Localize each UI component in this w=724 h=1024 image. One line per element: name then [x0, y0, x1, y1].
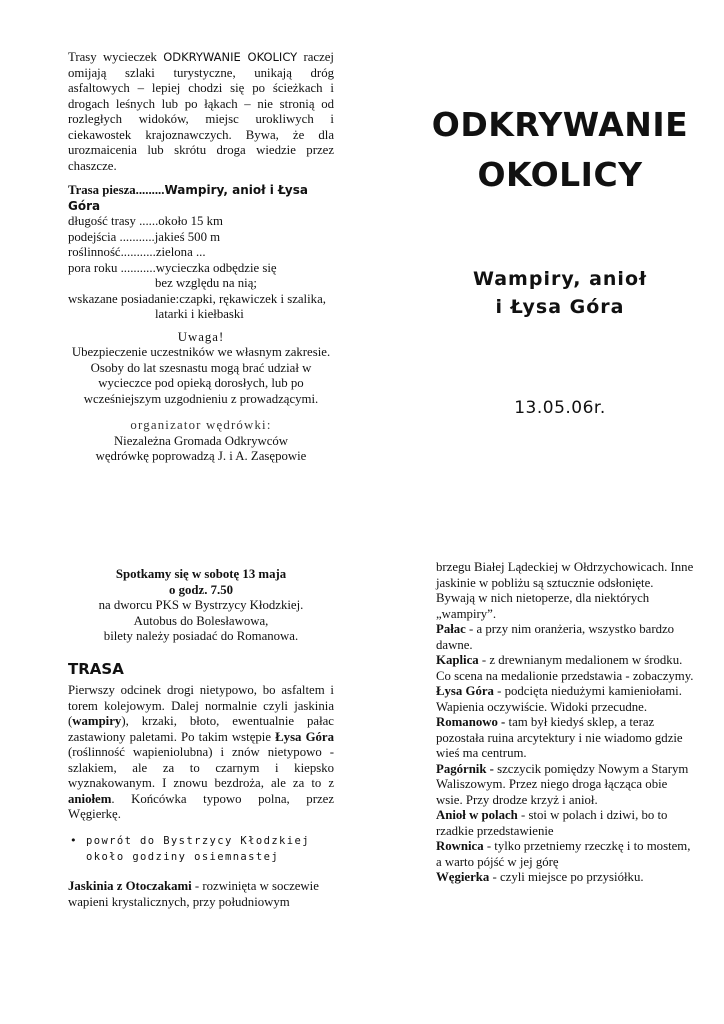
cover-title-line: OKOLICY — [477, 155, 643, 194]
intro-brand: ODKRYWANIE OKOLICY — [163, 50, 298, 64]
row-value: czapki, rękawiczek i szalika, — [179, 291, 326, 306]
row-key: pora roku ........... — [68, 260, 156, 275]
season-continuation: bez względu na nią; — [155, 276, 257, 290]
route-text-part: (roślinność wapieniolubna) i znów nietypowo - szlakiem, ale za to czarnym i kiepsko wyznakowanym. I znowu bezdroża, ale za to z — [68, 745, 334, 790]
cover-subtitle-line: i Łysa Góra — [495, 296, 625, 318]
cover-subtitle — [400, 265, 720, 321]
route-highlight: Łysa Góra — [275, 729, 334, 744]
row-value: jakieś 500 m — [154, 229, 221, 244]
place-name: Węgierka — [436, 870, 490, 884]
row-value: zielona ... — [155, 245, 206, 259]
place-name: Kaplica — [436, 653, 479, 667]
places-list — [436, 560, 694, 886]
route-length-row — [68, 214, 334, 230]
intro-text: Trasy wycieczek — [68, 50, 164, 64]
cave-name: Jaskinia z Otoczakami — [68, 879, 192, 893]
cave-description — [68, 879, 334, 910]
place-name: Anioł w polach — [436, 808, 518, 822]
place-item — [436, 622, 694, 653]
place-item — [436, 870, 694, 886]
place-desc: - czyli miejsce po przysiółku. — [489, 870, 644, 884]
place-desc: - z drewnianym medalionem w środku. Co scena na medalionie przedstawia - zobaczymy. — [436, 653, 694, 683]
row-value: około 15 km — [158, 214, 223, 228]
bullet-text: powrót do Bystrzycy Kłodzkiej — [86, 835, 310, 847]
row-value: wycieczka odbędzie się — [155, 260, 277, 275]
cave-text: - rozwinięta w soczewie wapieni krystalicznych, przy południowym — [68, 879, 319, 909]
route-name: Wampiry, anioł i Łysa Góra — [68, 183, 308, 213]
place-item — [436, 762, 694, 809]
place-name: Rownica — [436, 839, 484, 853]
info-panel — [68, 50, 334, 465]
place-item — [436, 653, 694, 684]
cave-continuation: brzegu Białej Lądeckiej w Ołdrzychowicach. Inne jaskinie w pobliżu są sztucznie odsłonięte. Bywają w nich nietoperze, dla niektórych „wampiry”. — [436, 560, 694, 621]
place-name: Pagórnik - — [436, 761, 494, 776]
route-text-part: . Końcówka typowo polna, przez Węgierkę. — [68, 791, 334, 821]
route-text-part: ), krzaki, błoto, ewentualnie pałac zastawiony paletami. Po takim wstępie — [68, 714, 334, 744]
ascent-row — [68, 230, 334, 246]
equipment-row — [68, 292, 334, 308]
intro-paragraph — [68, 50, 334, 174]
route-heading: TRASA — [68, 660, 124, 678]
cover-subtitle-line: Wampiry, anioł — [472, 268, 648, 290]
place-desc: - tylko przetniemy rzeczkę i to mostem, a warto pójść w jej górę — [436, 839, 691, 869]
row-key: wskazane posiadanie: — [68, 291, 180, 306]
organizer-leaders: wędrówkę poprowadzą J. i A. Zasępowie — [95, 449, 307, 463]
organizer-title: organizator wędrówki: — [130, 418, 272, 432]
cover-date: 13.05.06r. — [514, 398, 606, 418]
return-bullet — [70, 833, 340, 865]
equipment-continuation: latarki i kiełbaski — [155, 307, 244, 321]
bullet-icon: • — [70, 834, 79, 847]
route-description — [68, 683, 334, 823]
route-highlight: wampiry — [72, 714, 122, 728]
place-name: Pałac — [436, 622, 466, 636]
route-text-part: Pierwszy odcinek drogi nietypowo, bo asfaltem i torem kolejowym. Dalej normalnie czyli jaskinia ( — [68, 683, 334, 728]
meeting-line: Spotkamy się w sobotę 13 maja — [115, 567, 287, 581]
route-highlight: aniołem — [68, 791, 112, 806]
warning-title: Uwaga! — [177, 329, 225, 344]
row-key: podejścia ........... — [68, 229, 155, 244]
route-type-heading — [68, 183, 334, 214]
place-desc: szczycik pomiędzy Nowym a Starym Waliszowym. Przez niego droga łącząca obie wsie. Przy drodze krzyż i anioł. — [436, 761, 689, 807]
season-row — [68, 261, 334, 277]
bullet-text: około godziny osiemnastej — [86, 851, 280, 863]
cover-title-line: ODKRYWANIE — [431, 105, 689, 144]
cover-title — [400, 100, 720, 200]
place-item — [436, 839, 694, 870]
place-desc: tam był kiedyś sklep, a teraz pozostała ruina arcytektury i nie wiadomo gdzie wieś ma centrum. — [436, 715, 683, 760]
intro-text-rest: raczej omijają szlaki turystyczne, unikają dróg asfaltowych – lepiej chodzi się po ścieżkach i drogach leśnych lub po łąkach – nie stronią od rozległych widoków, miejsc urokliwych i ciekawostek krajoznawczych. Bywa, że dla urozmaicenia lub skrótu droga wiedzie przez chaszcze. — [68, 50, 334, 173]
place-item — [436, 684, 694, 715]
place-name: Łysa Góra — [436, 684, 494, 698]
place-name: Romanowo - — [436, 715, 506, 729]
place-desc: - stoi w polach i dziwi, bo to rzadkie przedstawienie — [436, 808, 668, 838]
place-item — [436, 715, 694, 762]
row-key: roślinność........... — [68, 245, 156, 259]
meeting-tickets: bilety należy posiadać do Romanowa. — [103, 629, 299, 643]
organizer-name: Niezależna Gromada Odkrywców — [113, 433, 289, 448]
place-item — [436, 808, 694, 839]
meeting-time: o godz. 7.50 — [169, 582, 233, 597]
place-desc: - podcięta niedużymi kamieniołami. Wapienia oczywiście. Widoki przecudne. — [436, 684, 682, 714]
route-type-label: Trasa piesza......... — [68, 183, 165, 197]
meeting-place: na dworcu PKS w Bystrzycy Kłodzkiej. — [98, 598, 304, 612]
warning-text: Ubezpieczenie uczestników we własnym zakresie. Osoby do lat szesnastu mogą brać udział w wycieczce pod opieką dorosłych, lub po wcześniejszym uzgodnieniu z prowadzącymi. — [71, 345, 331, 406]
vegetation-row — [68, 245, 334, 261]
meeting-info — [68, 567, 334, 645]
place-desc: - a przy nim oranżeria, wszystko bardzo dawne. — [436, 622, 675, 652]
row-key: długość trasy ...... — [68, 214, 159, 228]
meeting-bus: Autobus do Bolesławowa, — [133, 613, 269, 628]
